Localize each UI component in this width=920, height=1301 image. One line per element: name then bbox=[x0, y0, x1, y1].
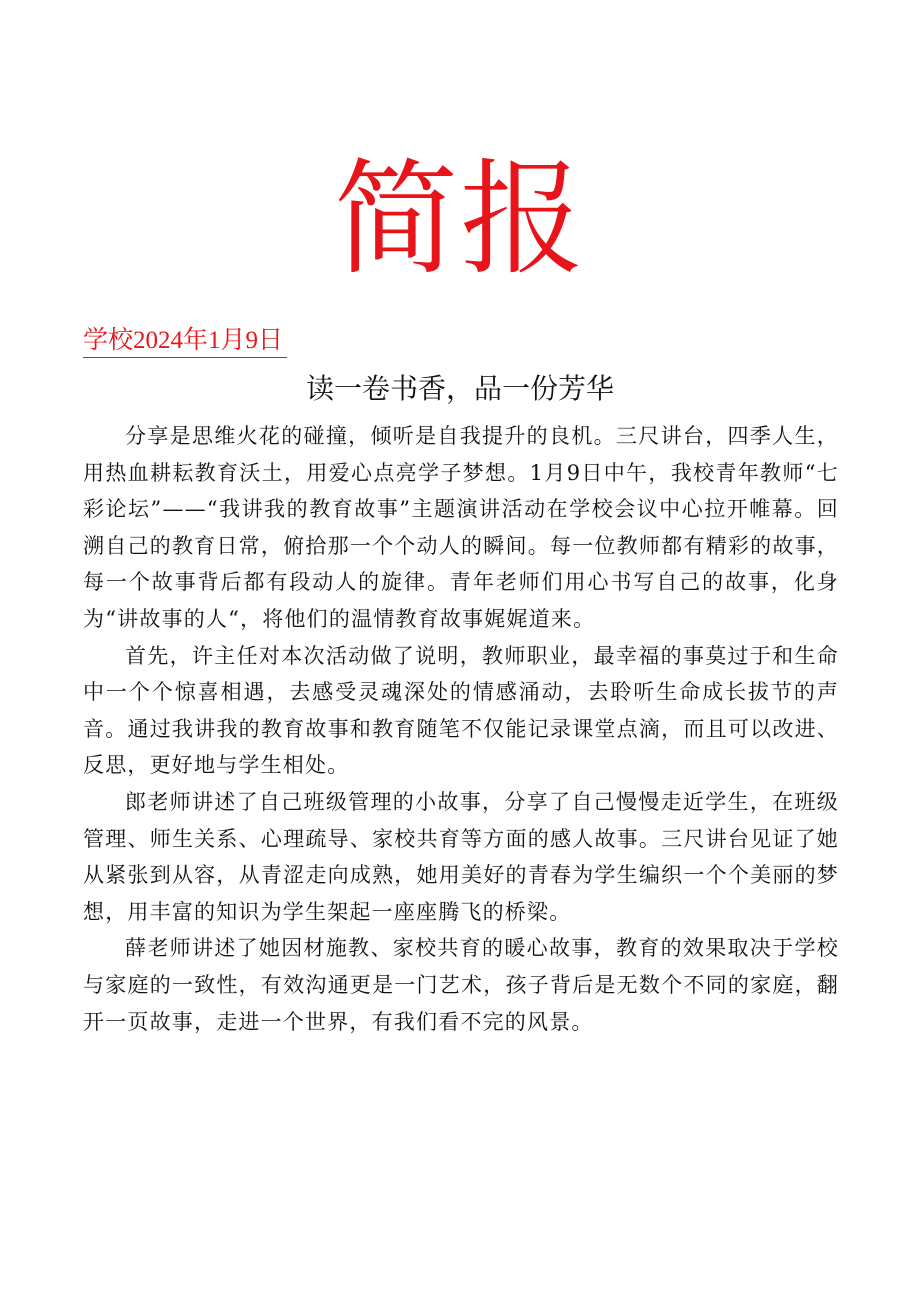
dateline: 学校2024年1月9日 bbox=[83, 326, 287, 358]
paragraph: 分享是思维火花的碰撞，倾听是自我提升的良机。三尺讲台，四季人生，用热血耕耘教育沃土，用爱心点亮学子梦想。1月9日中午，我校青年教师“七彩论坛”——“我讲我的教育故事”主题演讲活动在学校会议中心拉开帷幕。回溯自己的教育日常，俯拾那一个个动人的瞬间。每一位教师都有精彩的故事，每一个故事背后都有段动人的旋律。青年老师们用心书写自己的故事，化身为“讲故事的人“，将他们的温情教育故事娓娓道来。 bbox=[83, 424, 839, 631]
paragraph: 郎老师讲述了自己班级管理的小故事，分享了自己慢慢走近学生，在班级管理、师生关系、心理疏导、家校共育等方面的感人故事。三尺讲台见证了她从紧张到从容，从青涩走向成熟，她用美好的青春为学生编织一个个美丽的梦想，用丰富的知识为学生架起一座座腾飞的桥梁。 bbox=[83, 789, 839, 924]
paragraph: 首先，许主任对本次活动做了说明，教师职业，最幸福的事莫过于和生命中一个个惊喜相遇，去感受灵魂深处的情感涌动，去聆听生命成长拔节的声音。通过我讲我的教育故事和教育随笔不仅能记录课堂点滴，而且可以改进、反思，更好地与学生相处。 bbox=[83, 643, 839, 778]
paragraph: 薛老师讲述了她因材施教、家校共育的暖心故事，教育的效果取决于学校与家庭的一致性，有效沟通更是一门艺术，孩子背后是无数个不同的家庭，翻开一页故事，走进一个世界，有我们看不完的风景。 bbox=[83, 936, 839, 1034]
article-title: 读一卷书香，品一份芳华 bbox=[305, 372, 614, 405]
article-body bbox=[83, 418, 839, 1040]
masthead-title: 简报 bbox=[333, 148, 586, 292]
